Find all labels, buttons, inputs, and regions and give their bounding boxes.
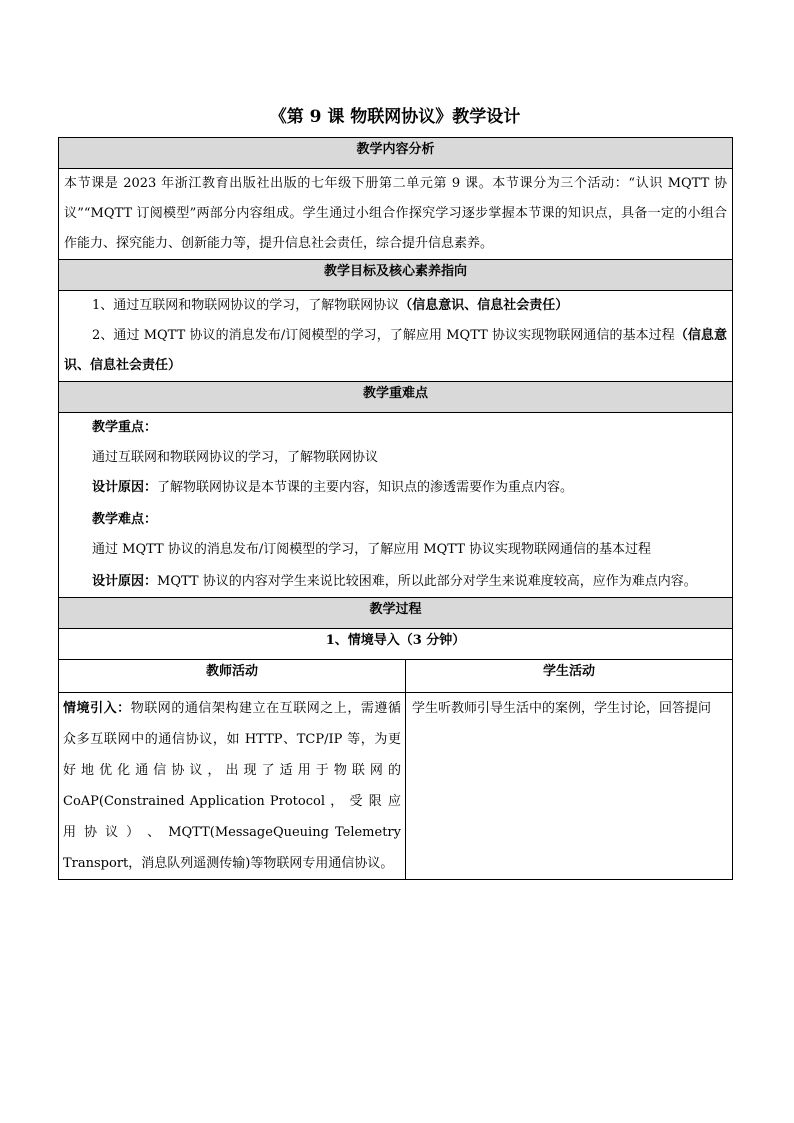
key-points-heading: 教学重难点 [59,382,733,413]
focus-reason [64,473,727,503]
lesson-plan-table [58,137,733,880]
objective-item-1 [64,291,727,321]
objective-item-1-tag: （信息意识、信息社会责任） [399,298,569,313]
focus-text: 通过互联网和物联网协议的学习，了解物联网协议 [92,450,379,465]
student-activity-cell [406,693,733,880]
key-points-body-row [59,413,733,598]
teacher-activity-cell [59,693,406,880]
step1-title-row [59,629,733,660]
objective-item-2 [64,321,727,381]
objectives-body-row [59,291,733,382]
objectives-heading: 教学目标及核心素养指向 [59,260,733,291]
objectives-cell [59,291,733,382]
difficulty-text: 通过 MQTT 协议的消息发布/订阅模型的学习，了解应用 MQTT 协议实现物联网通信的基本过程 [92,542,652,557]
teacher-activity-header: 教师活动 [59,660,406,693]
objective-item-2-text: 2、通过 MQTT 协议的消息发布/订阅模型的学习，了解应用 MQTT 协议实现物联网通信的基本过程 [92,328,675,343]
focus-reason-text: 了解物联网协议是本节课的主要内容，知识点的渗透需要作为重点内容。 [157,480,574,495]
teacher-activity-label: 情境引入： [63,701,131,716]
difficulty-label-line [64,505,727,535]
teacher-activity-text [63,693,401,879]
student-activity-text: 学生听教师引导生活中的案例，学生讨论，回答提问 [412,701,712,716]
student-activity-header: 学生活动 [406,660,733,693]
step1-activity-row [59,693,733,880]
content-analysis-cell [59,169,733,260]
content-analysis-text: 本节课是 2023 年浙江教育出版社出版的七年级下册第二单元第 9 课。本节课分为三个活动：“认识 MQTT 协议”“MQTT 订阅模型”两部分内容组成。学生通过小组合作探究学习逐步掌握本节课的知识点，具备一定的小组合作能力、探究能力、创新能力等，提升信息社会责任，综合提升信息素养。 [64,176,728,251]
focus-label-line [64,413,727,443]
content-analysis-heading: 教学内容分析 [59,138,733,169]
difficulty-reason [64,567,727,597]
key-points-cell [59,413,733,598]
process-heading-row [59,598,733,629]
process-heading: 教学过程 [59,598,733,629]
activity-columns-row [59,660,733,693]
teacher-activity-body: 物联网的通信架构建立在互联网之上，需遵循众多互联网中的通信协议，如 HTTP、TCP/IP 等，为更好地优化通信协议，出现了适用于物联网的 CoAP(Constrained Application Protocol ， 受 限 应 用 协 议 ） 、 MQTT(MessageQueuing Telemetry Transport，消息队列遥测传输)等物联网专用通信协议。 [63,701,401,871]
difficulty-reason-label: 设计原因： [92,574,158,589]
step1-title: 1、情境导入（3 分钟） [59,629,733,660]
key-points-heading-row [59,382,733,413]
page-title: 《第 9 课 物联网协议》教学设计 [269,107,521,127]
difficulty-label: 教学难点： [92,512,158,527]
content-analysis-body-row [59,169,733,260]
focus-label: 教学重点： [92,420,158,435]
content-analysis-heading-row [59,138,733,169]
objectives-heading-row [59,260,733,291]
objective-item-2-tag: （信息意识、信息社会责任） [64,328,727,373]
objective-item-1-text: 1、通过互联网和物联网协议的学习，了解物联网协议 [92,298,400,313]
difficulty-reason-text: MQTT 协议的内容对学生来说比较困难，所以此部分对学生来说难度较高，应作为难点内容。 [157,574,697,589]
focus-reason-label: 设计原因： [92,480,158,495]
